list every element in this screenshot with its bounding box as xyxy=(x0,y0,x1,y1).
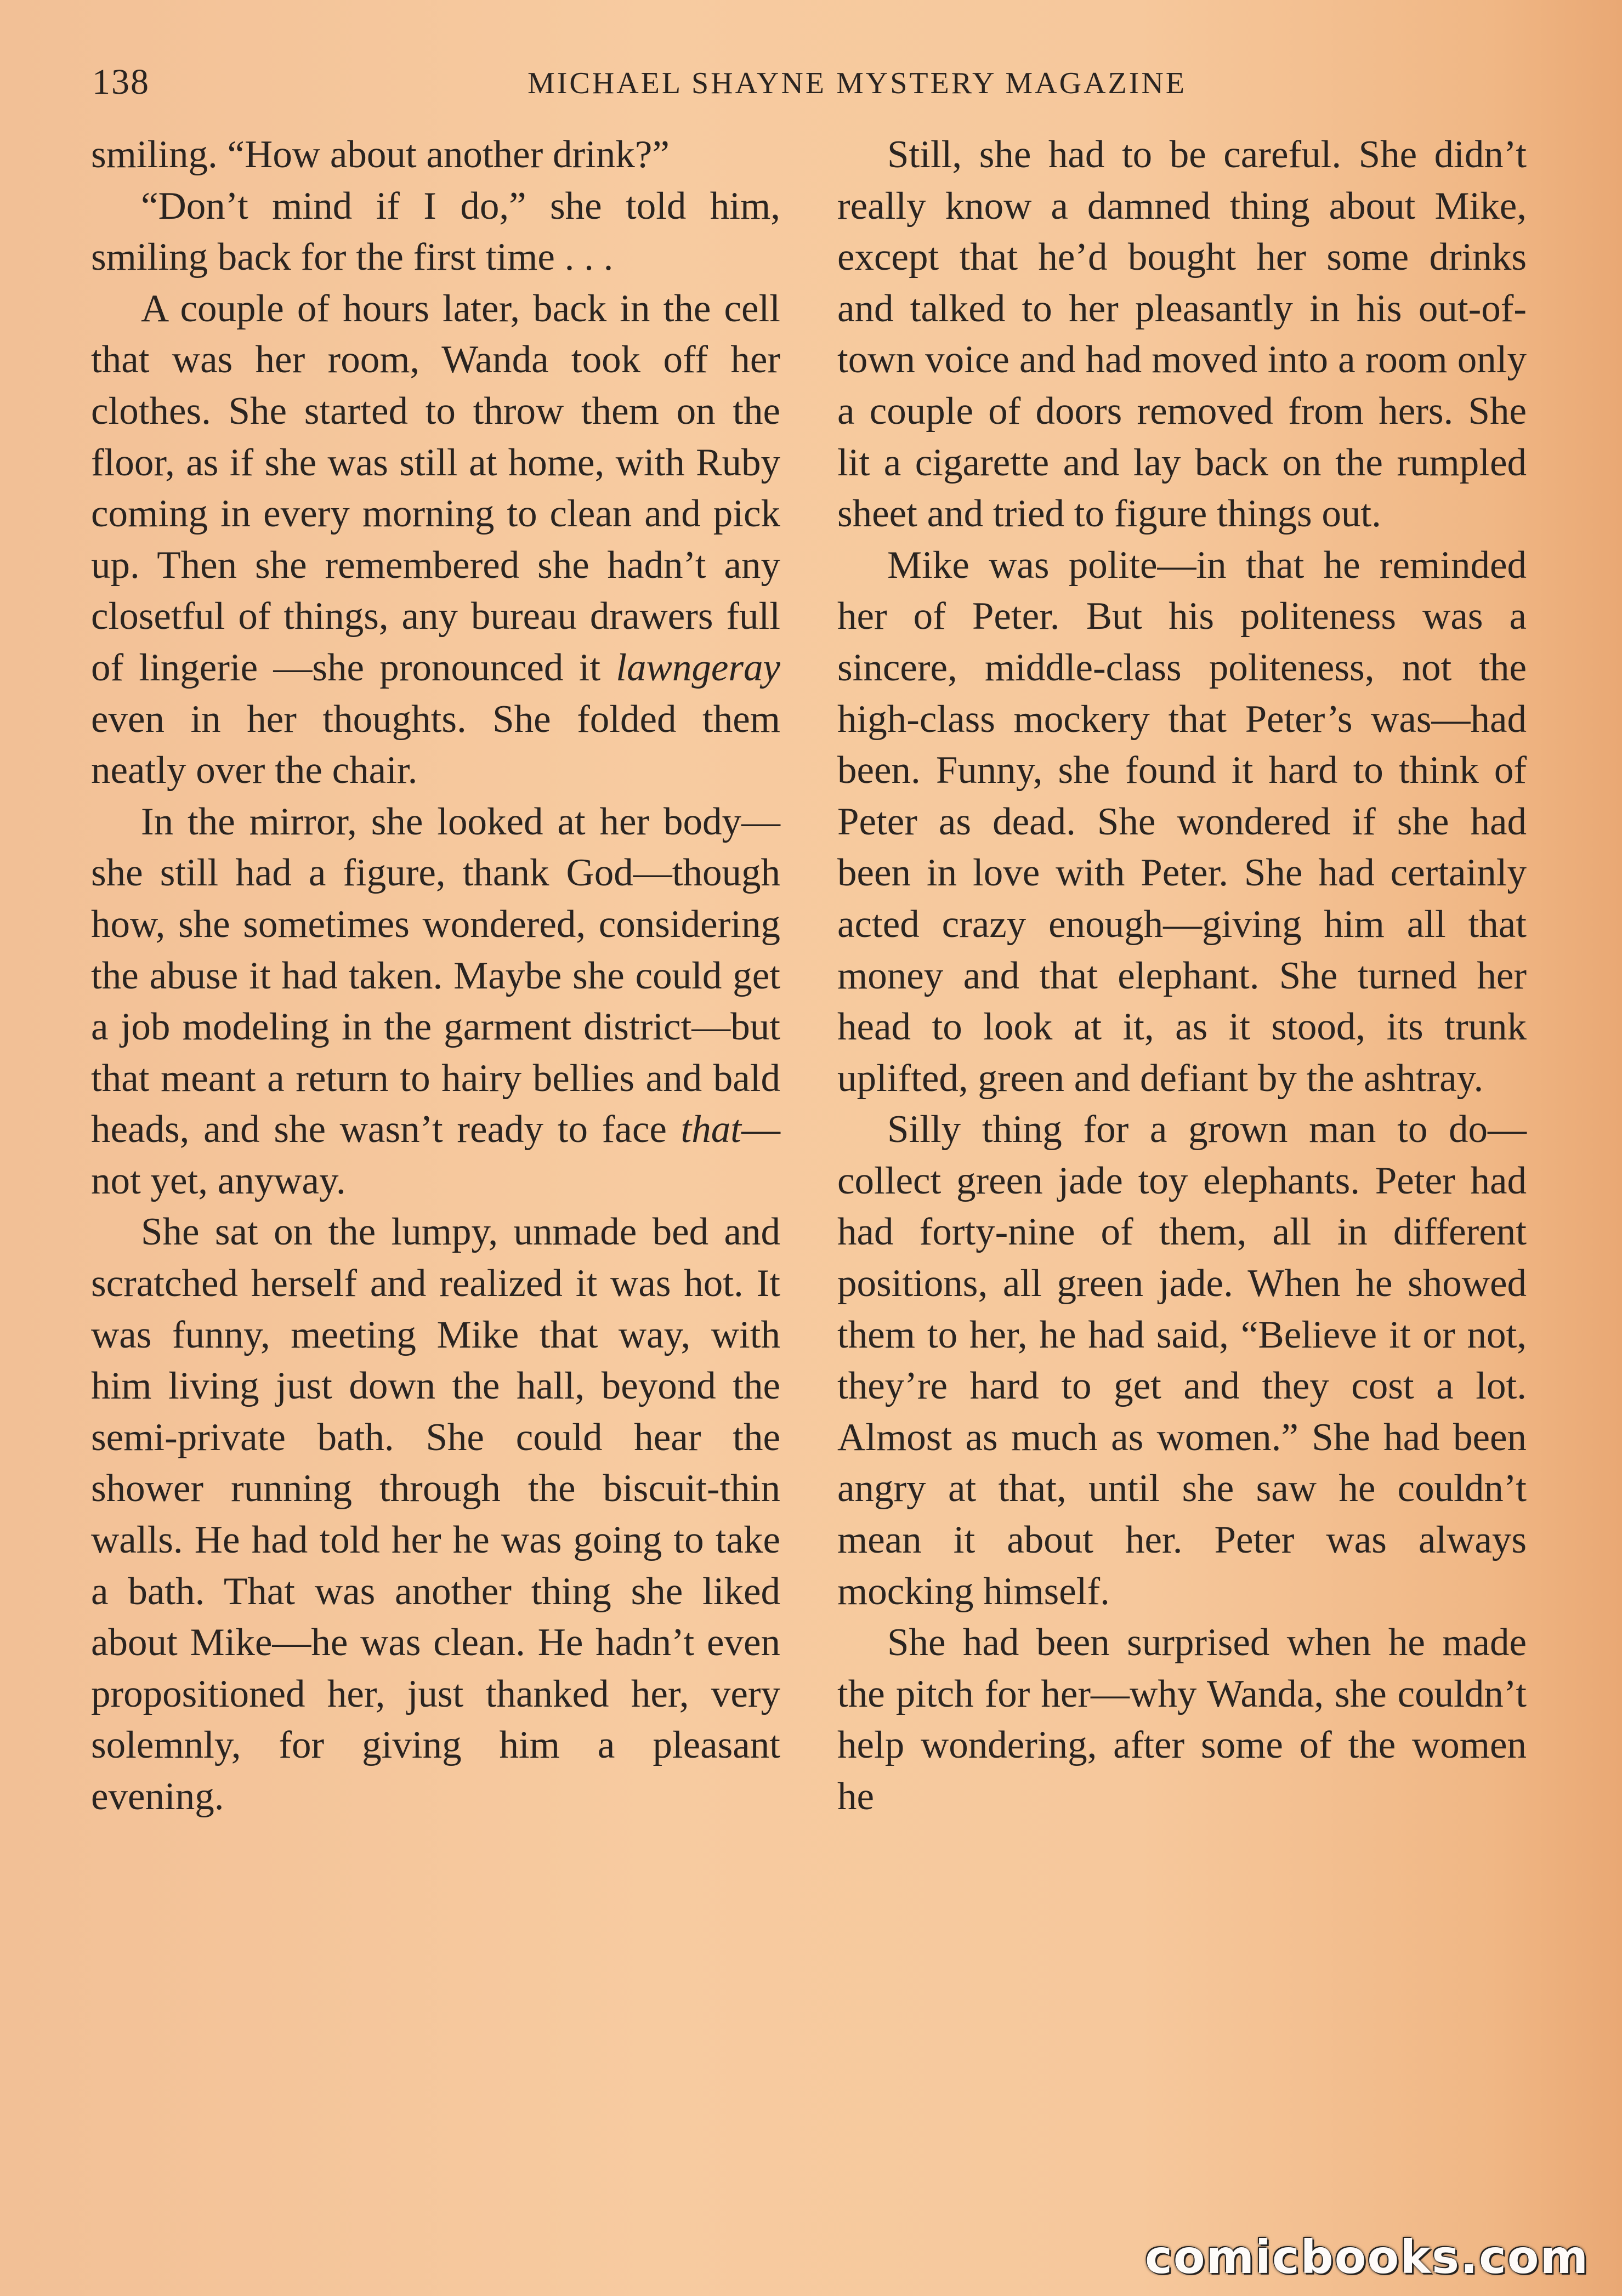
paragraph: A couple of hours later, back in the cell that was her room, Wanda took off her clothes. She started to throw them on the floor, as if she was still at home, with Ruby coming in every morning to clean and pick up. Then she remembered she hadn’t any closetful of things, any bureau drawers full of lingerie —she pronounced it lawngeray even in her thoughts. She folded them neatly over the chair. xyxy=(91,287,780,792)
paragraph: She had been surprised when he made the pitch for her—why Wanda, she couldn’t help wondering, after some of the women he xyxy=(837,1621,1527,1818)
paragraph: She sat on the lumpy, unmade bed and scratched herself and realized it was hot. It was funny, meeting Mike that way, with him living just down the hall, beyond the semi-private bath. She could hear the shower running through the biscuit-thin walls. He had told her he was going to take a bath. That was another thing she liked about Mike—he was clean. He hadn’t even propositioned her, just thanked her, very solemnly, for giving him a pleasant evening. xyxy=(91,1210,780,1818)
right-column xyxy=(837,129,1527,2230)
page-number: 138 xyxy=(92,62,150,102)
paragraph: Silly thing for a grown man to do—collect green jade toy elephants. Peter had had forty-nine of them, all in different positions, all green jade. When he showed them to her, he had said, “Believe it or not, they’re hard to get and they cost a lot. Almost as much as women.” She had been angry at that, until she saw he couldn’t mean it about her. Peter was always mocking himself. xyxy=(837,1108,1527,1613)
paragraph: Still, she had to be careful. She didn’t really know a damned thing about Mike, except that he’d bought her some drinks and talked to her pleasantly in his out-of-town voice and had moved into a room only a couple of doors removed from hers. She lit a cigarette and lay back on the rumpled sheet and tried to figure things out. xyxy=(837,133,1527,536)
magazine-title: MICHAEL SHAYNE MYSTERY MAGAZINE xyxy=(527,66,1187,100)
watermark: comicbooks.com xyxy=(1145,2230,1589,2284)
page-header xyxy=(92,61,1556,111)
paragraph: In the mirror, she looked at her body—she still had a figure, thank God—though how, she sometimes wondered, considering the abuse it had taken. Maybe she could get a job modeling in the garment district—but that meant a return to hairy bellies and bald heads, and she wasn’t ready to face that—not yet, anyway. xyxy=(91,800,780,1202)
paragraph: Mike was polite—in that he reminded her of Peter. But his politeness was a sincere, middle-class politeness, not the high-class mockery that Peter’s was—had been. Funny, she found it hard to think of Peter as dead. She wondered if she had been in love with Peter. She had certainly acted crazy enough—giving him all that money and that elephant. She turned her head to look at it, as it stood, its trunk uplifted, green and defiant by the ashtray. xyxy=(837,543,1527,1100)
paragraph: smiling. “How about another drink?” xyxy=(91,133,670,176)
paragraph: “Don’t mind if I do,” she told him, smiling back for the first time . . . xyxy=(91,184,780,279)
left-column xyxy=(91,129,780,2230)
